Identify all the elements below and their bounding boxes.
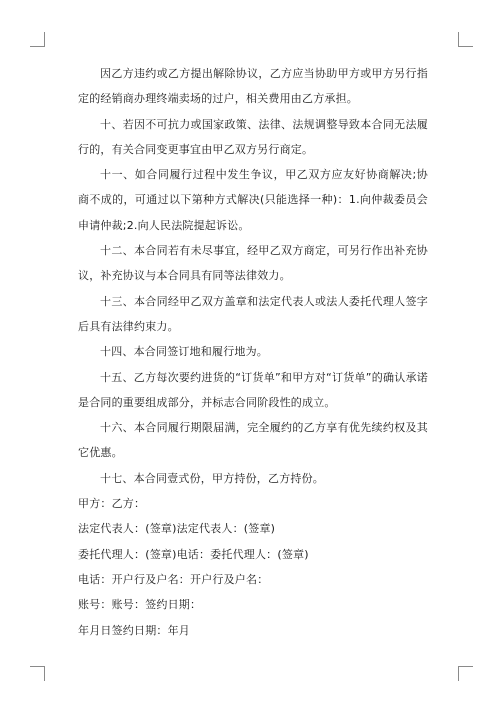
signature-bank-account-name: 电话：开户行及户名：开户行及户名：	[78, 572, 269, 586]
crop-mark-top-right	[458, 32, 473, 47]
signature-legal-representative: 法定代表人：(签章)法定代表人：(签章)	[78, 522, 276, 536]
clause-12-supplementary-agreement: 十二、本合同若有未尽事宜，经甲乙双方商定，可另行作出补充协议，补充协议与本合同具有同等法律效力。	[78, 244, 428, 283]
clause-16-renewal-priority: 十六、本合同履行期限届满，完全履约的乙方享有优先续约权及其它优惠。	[78, 421, 428, 460]
signature-account-number: 账号：账号：签约日期：	[78, 598, 202, 612]
crop-mark-bottom-right	[458, 666, 473, 681]
clause-10-force-majeure: 十、若因不可抗力或国家政策、法律、法规调整导致本合同无法履行的，有关合同变更事宜由甲乙双方另行商定。	[78, 117, 428, 156]
signature-parties: 甲方：乙方：	[78, 497, 146, 511]
clause-17-copies: 十七、本合同壹式份，甲方持份，乙方持份。	[100, 471, 324, 485]
signature-authorized-agent: 委托代理人：(签章)电话：委托代理人：(签章)	[78, 547, 309, 561]
signature-date: 年月日签约日期：年月	[78, 623, 190, 637]
contract-body	[78, 61, 428, 643]
paragraph-termination-transfer: 因乙方违约或乙方提出解除协议，乙方应当协助甲方或甲方另行指定的经销商办理终端卖场的过户，相关费用由乙方承担。	[78, 67, 428, 106]
clause-13-effectiveness: 十三、本合同经甲乙双方盖章和法定代表人或法人委托代理人签字后具有法律约束力。	[78, 294, 428, 333]
clause-15-order-forms: 十五、乙方每次要约进货的“订货单”和甲方对“订货单”的确认承诺是合同的重要组成部分，并标志合同阶段性的成立。	[78, 370, 428, 409]
crop-mark-top-left	[30, 32, 45, 47]
clause-14-place-of-signing: 十四、本合同签订地和履行地为。	[100, 345, 268, 359]
crop-mark-bottom-left	[30, 666, 45, 681]
clause-11-dispute-resolution: 十一、如合同履行过程中发生争议，甲乙双方应友好协商解决;协商不成的，可通过以下第种方式解决(只能选择一种)：1.向仲裁委员会申请仲裁;2.向人民法院提起诉讼。	[78, 168, 428, 232]
